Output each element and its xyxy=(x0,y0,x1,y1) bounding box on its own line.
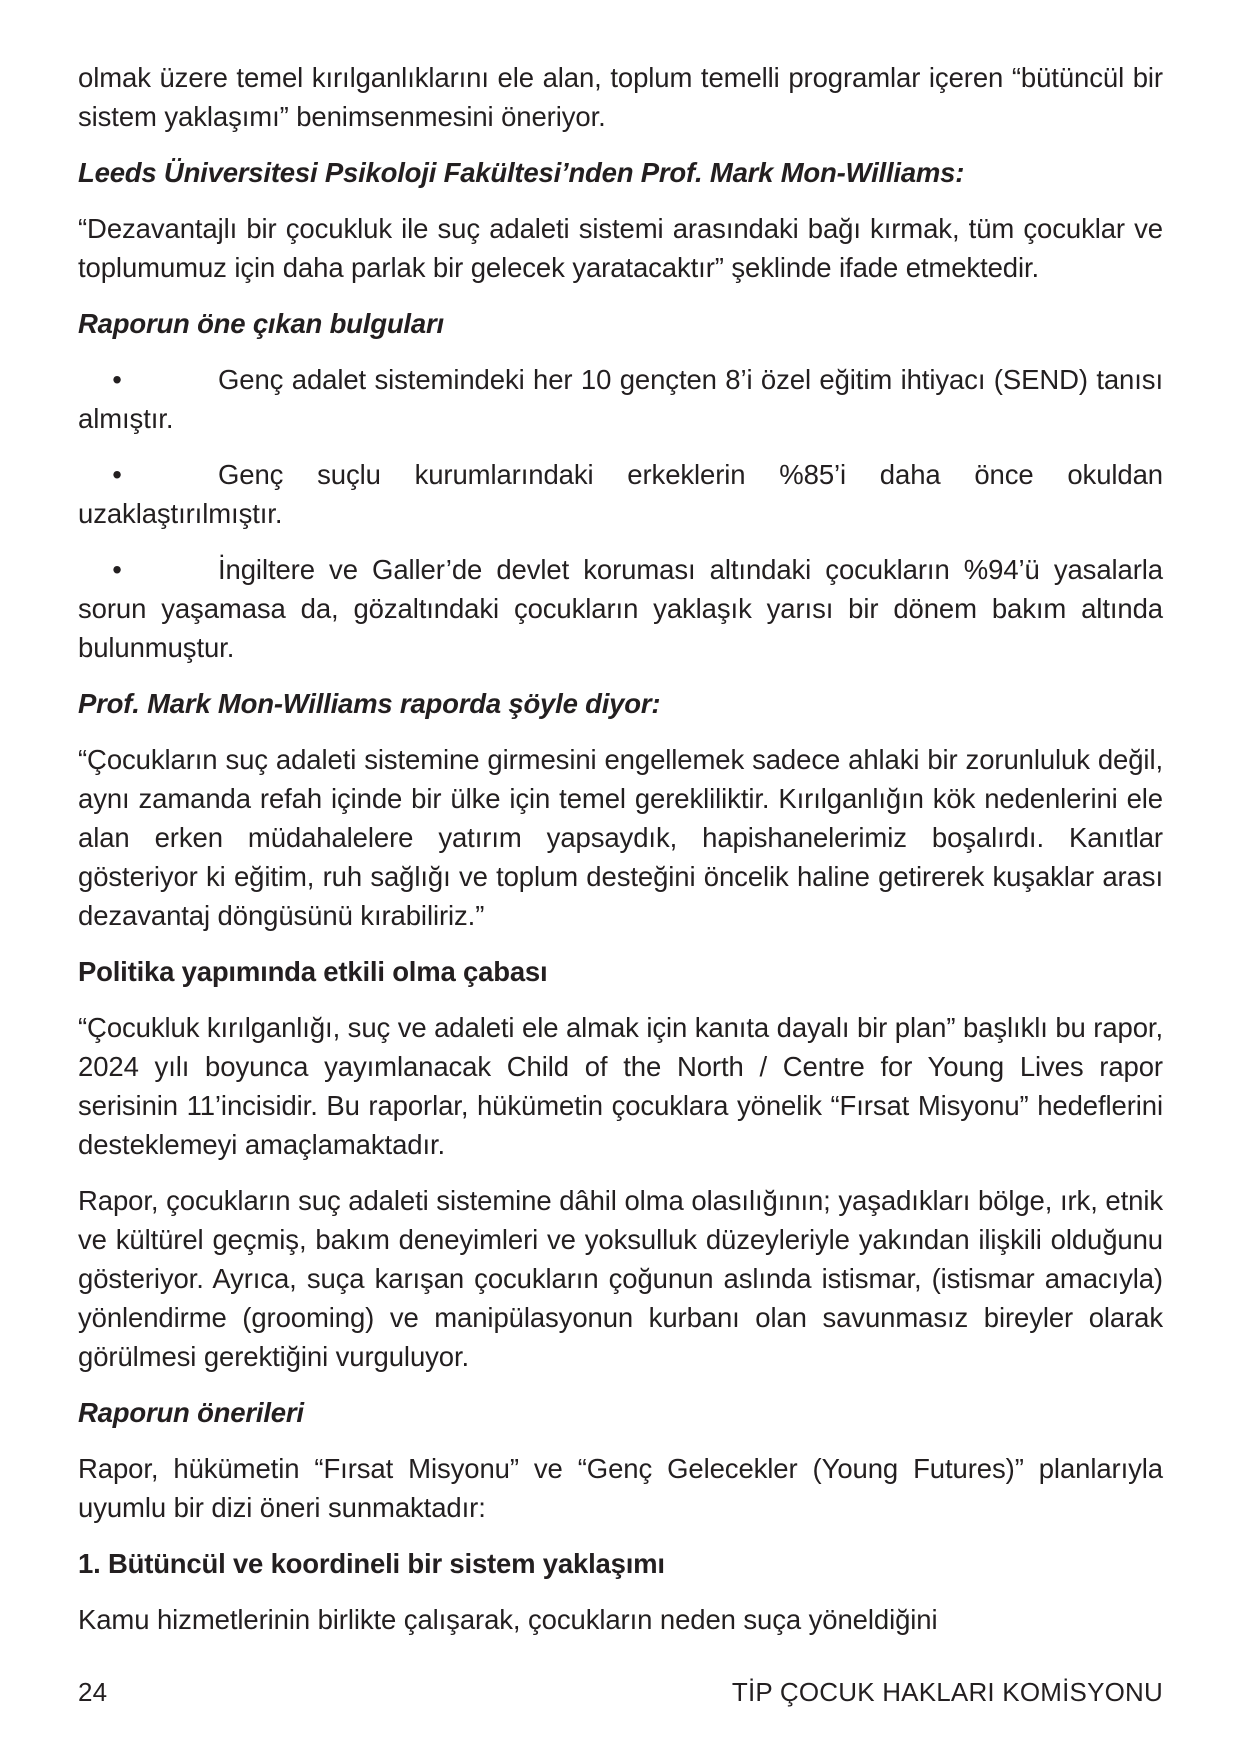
paragraph-recommendations-intro: Rapor, hükümetin “Fırsat Misyonu” ve “Genç Gelecekler (Young Futures)” planlarıyla uyumlu bir dizi öneri sunmaktadır: xyxy=(78,1453,1163,1523)
paragraph-report-series: “Çocukluk kırılganlığı, suç ve adaleti ele almak için kanıta dayalı bir plan” başlıklı bu rapor, 2024 yılı boyunca yayımlanacak Child of the North / Centre for Young Lives rapor serisinin 11’incisidir. Bu raporlar, hükümetin çocuklara yönelik “Fırsat Misyonu” hedeflerini desteklemeyi amaçlamaktadır. xyxy=(78,1012,1163,1160)
page-footer xyxy=(78,1674,1163,1710)
paragraph-recommendation-1-body: Kamu hizmetlerinin birlikte çalışarak, çocukların neden suça yöneldiğini xyxy=(78,1604,938,1635)
bullet-list-item xyxy=(78,455,1163,533)
bullet-marker-icon: • xyxy=(112,554,122,585)
paragraph-intro: olmak üzere temel kırılganlıklarını ele alan, toplum temelli programlar içeren “bütüncül bir sistem yaklaşımı” benimsenmesini öneriyor. xyxy=(78,62,1163,132)
paragraph-quote-disadvantage: “Dezavantajlı bir çocukluk ile suç adaleti sistemi arasındaki bağı kırmak, tüm çocuklar ve toplumumuz için daha parlak bir gelecek yaratacaktır” şeklinde ifade etmektedir. xyxy=(78,213,1163,283)
paragraph-quote-prevention: “Çocukların suç adaleti sistemine girmesini engellemek sadece ahlaki bir zorunluluk değil, aynı zamanda refah içinde bir ülke için temel gerekliliktir. Kırılganlığın kök nedenlerini ele alan erken müdahalelere yatırım yapsaydık, hapishanelerimiz boşalırdı. Kanıtlar gösteriyor ki eğitim, ruh sağlığı ve toplum desteğini öncelik haline getirerek kuşaklar arası dezavantaj döngüsünü kırabiliriz.” xyxy=(78,744,1163,931)
heading-mon-williams-leeds: Leeds Üniversitesi Psikoloji Fakültesi’nden Prof. Mark Mon-Williams: xyxy=(78,157,965,188)
heading-policy-influence: Politika yapımında etkili olma çabası xyxy=(78,956,548,987)
bullet-text: Genç adalet sistemindeki her 10 gençten 8’i özel eğitim ihtiyacı (SEND) tanısı almıştır. xyxy=(78,364,1163,434)
bullet-text: İngiltere ve Galler’de devlet koruması altındaki çocukların %94’ü yasalarla sorun yaşamasa da, gözaltındaki çocukların yaklaşık yarısı bir dönem bakım altında bulunmuştur. xyxy=(78,554,1163,663)
heading-key-findings: Raporun öne çıkan bulguları xyxy=(78,308,444,339)
bullet-list-item xyxy=(78,360,1163,438)
paragraph-report-findings: Rapor, çocukların suç adaleti sistemine dâhil olma olasılığının; yaşadıkları bölge, ırk, etnik ve kültürel geçmiş, bakım deneyimleri ve yoksulluk düzeyleriyle yakından ilişkili olduğunu gösteriyor. Ayrıca, suça karışan çocukların çoğunun aslında istismar, (istismar amacıyla) yönlendirme (grooming) ve manipülasyonun kurbanı olan savunmasız bireyler olarak görülmesi gerektiğini vurguluyor. xyxy=(78,1185,1163,1372)
page-content xyxy=(78,58,1163,1656)
bullet-text: Genç suçlu kurumlarındaki erkeklerin %85’i daha önce okuldan uzaklaştırılmıştır. xyxy=(78,459,1163,529)
page-number: 24 xyxy=(78,1676,108,1707)
heading-mon-williams-report: Prof. Mark Mon-Williams raporda şöyle diyor: xyxy=(78,688,661,719)
heading-recommendations: Raporun önerileri xyxy=(78,1397,304,1428)
bullet-marker-icon: • xyxy=(112,459,122,490)
bullet-marker-icon: • xyxy=(112,364,122,395)
heading-recommendation-1: 1. Bütüncül ve koordineli bir sistem yaklaşımı xyxy=(78,1548,665,1579)
bullet-list-item xyxy=(78,550,1163,667)
footer-title: TİP ÇOCUK HAKLARI KOMİSYONU xyxy=(731,1676,1163,1707)
